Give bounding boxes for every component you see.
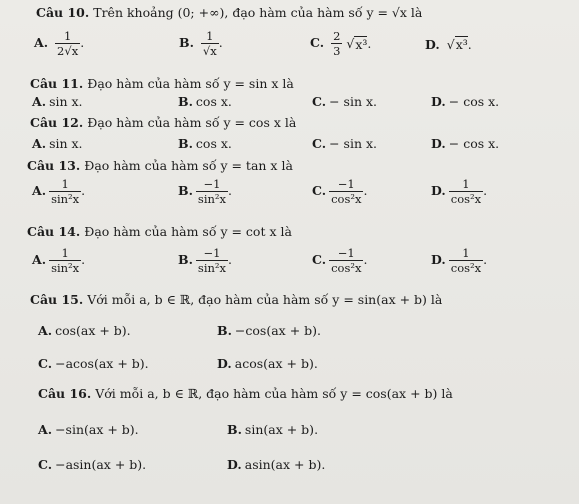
punct: . — [81, 252, 86, 267]
question-number: Câu 10. — [36, 5, 90, 20]
option-text: acos(ax + b). — [234, 356, 318, 371]
option-c — [38, 356, 149, 371]
option-a — [32, 177, 85, 206]
option-a — [32, 136, 83, 151]
fraction — [196, 246, 228, 275]
question-text: Đạo hàm của hàm số y = sin x là — [87, 76, 294, 91]
option-b — [227, 422, 318, 437]
option-b — [178, 94, 232, 109]
option-b — [178, 177, 232, 206]
option-label: C. — [312, 94, 327, 109]
option-label: B. — [217, 323, 232, 338]
numerator: −1 — [337, 246, 355, 260]
fraction — [49, 246, 81, 275]
denominator: sin²x — [51, 261, 80, 275]
denominator: √x — [202, 44, 217, 58]
fraction — [449, 246, 483, 275]
option-b — [178, 136, 232, 151]
option-text: cos x. — [195, 94, 232, 109]
option-d — [217, 356, 318, 371]
option-text: sin x. — [49, 94, 83, 109]
option-label: B. — [179, 35, 194, 50]
question-15 — [30, 292, 442, 307]
numerator: 1 — [462, 177, 470, 191]
denominator: cos²x — [450, 192, 482, 206]
option-label: C. — [310, 35, 325, 50]
denominator: cos²x — [450, 261, 482, 275]
option-text: −asin(ax + b). — [55, 457, 147, 472]
option-label: A. — [38, 422, 53, 437]
option-d — [431, 177, 487, 206]
option-a — [34, 29, 84, 58]
question-text: Trên khoảng (0; +∞), đạo hàm của hàm số y = √x là — [93, 5, 423, 20]
denominator: 2√x — [57, 44, 79, 58]
numerator: 1 — [63, 29, 72, 43]
punct: . — [483, 252, 488, 267]
option-text: − cos x. — [448, 94, 500, 109]
option-text: asin(ax + b). — [244, 457, 326, 472]
option-text: − sin x. — [329, 136, 378, 151]
option-label: D. — [431, 252, 446, 267]
numerator: 1 — [61, 246, 69, 260]
option-b — [217, 323, 321, 338]
question-number: Câu 12. — [30, 115, 84, 130]
punct: . — [483, 183, 488, 198]
option-label: C. — [312, 136, 327, 151]
fraction — [201, 29, 219, 58]
sqrt-sign: √ — [346, 36, 355, 51]
option-label: A. — [38, 323, 53, 338]
question-text: Đạo hàm của hàm số y = cot x là — [84, 224, 292, 239]
option-label: C. — [38, 457, 53, 472]
denominator: 3 — [333, 44, 341, 58]
punct: . — [228, 252, 232, 267]
numerator: 2 — [333, 29, 341, 43]
numerator: 1 — [61, 177, 69, 191]
punct: . — [228, 183, 232, 198]
fraction — [449, 177, 483, 206]
fraction — [329, 246, 363, 275]
option-text: − cos x. — [448, 136, 500, 151]
question-number: Câu 14. — [27, 224, 81, 239]
option-label: B. — [178, 183, 193, 198]
option-label: D. — [217, 356, 232, 371]
option-a — [38, 323, 131, 338]
numerator: −1 — [203, 246, 221, 260]
option-a — [32, 94, 83, 109]
option-label: D. — [425, 37, 440, 52]
denominator: cos²x — [331, 192, 362, 206]
punct: . — [218, 35, 223, 50]
option-label: B. — [178, 252, 193, 267]
option-b — [178, 246, 232, 275]
question-number: Câu 13. — [27, 158, 81, 173]
option-label: D. — [431, 183, 446, 198]
numerator: 1 — [206, 29, 214, 43]
option-text: cos x. — [195, 136, 232, 151]
numerator: 1 — [462, 246, 470, 260]
denominator: cos²x — [331, 261, 362, 275]
punct: . — [363, 252, 368, 267]
option-d — [431, 246, 487, 275]
question-16 — [38, 386, 453, 401]
question-text: Đạo hàm của hàm số y = cos x là — [87, 115, 297, 130]
numerator: −1 — [337, 177, 355, 191]
question-14 — [27, 224, 292, 239]
fraction — [196, 177, 228, 206]
punct: . — [467, 37, 472, 52]
option-label: D. — [431, 136, 446, 151]
option-label: A. — [32, 136, 47, 151]
punct: . — [367, 36, 372, 51]
option-d — [431, 136, 499, 151]
option-c — [312, 136, 377, 151]
question-13 — [27, 158, 293, 173]
option-d — [425, 36, 472, 52]
option-b — [179, 29, 223, 58]
denominator: sin²x — [51, 192, 80, 206]
option-c — [310, 29, 371, 58]
option-c — [312, 94, 377, 109]
option-c — [38, 457, 146, 472]
option-d — [227, 457, 325, 472]
numerator: −1 — [203, 177, 221, 191]
option-label: A. — [32, 252, 47, 267]
question-text: Với mỗi a, b ∈ ℝ, đạo hàm của hàm số y = sin(ax + b) là — [87, 292, 443, 307]
question-number: Câu 15. — [30, 292, 84, 307]
option-c — [312, 246, 367, 275]
punct: . — [363, 183, 368, 198]
fraction — [329, 177, 363, 206]
option-label: D. — [227, 457, 242, 472]
radicand: x³ — [455, 37, 468, 52]
denominator: sin²x — [197, 192, 227, 206]
option-text: sin(ax + b). — [244, 422, 319, 437]
option-label: A. — [34, 35, 49, 50]
question-12 — [30, 115, 296, 130]
option-label: D. — [431, 94, 446, 109]
option-label: A. — [32, 94, 47, 109]
option-label: C. — [312, 183, 327, 198]
option-label: C. — [312, 252, 327, 267]
radicand: x³ — [355, 36, 368, 52]
option-text: − sin x. — [329, 94, 378, 109]
option-text: sin x. — [49, 136, 83, 151]
punct: . — [81, 183, 86, 198]
question-number: Câu 11. — [30, 76, 84, 91]
question-number: Câu 16. — [38, 386, 92, 401]
punct: . — [80, 35, 85, 50]
option-label: B. — [178, 136, 193, 151]
option-label: A. — [32, 183, 47, 198]
question-text: Với mỗi a, b ∈ ℝ, đạo hàm của hàm số y = cos(ax + b) là — [95, 386, 453, 401]
denominator: sin²x — [197, 261, 227, 275]
option-label: B. — [227, 422, 242, 437]
fraction — [55, 29, 80, 58]
question-10 — [36, 5, 422, 20]
sqrt-sign: √ — [446, 37, 455, 52]
option-label: B. — [178, 94, 193, 109]
option-label: C. — [38, 356, 53, 371]
option-a — [38, 422, 139, 437]
option-c — [312, 177, 367, 206]
fraction — [49, 177, 81, 206]
option-text: −acos(ax + b). — [55, 356, 149, 371]
fraction — [331, 29, 342, 58]
option-a — [32, 246, 85, 275]
option-text: −sin(ax + b). — [55, 422, 139, 437]
option-text: cos(ax + b). — [55, 323, 131, 338]
option-d — [431, 94, 499, 109]
option-text: −cos(ax + b). — [234, 323, 321, 338]
question-text: Đạo hàm của hàm số y = tan x là — [84, 158, 293, 173]
question-11 — [30, 76, 294, 91]
